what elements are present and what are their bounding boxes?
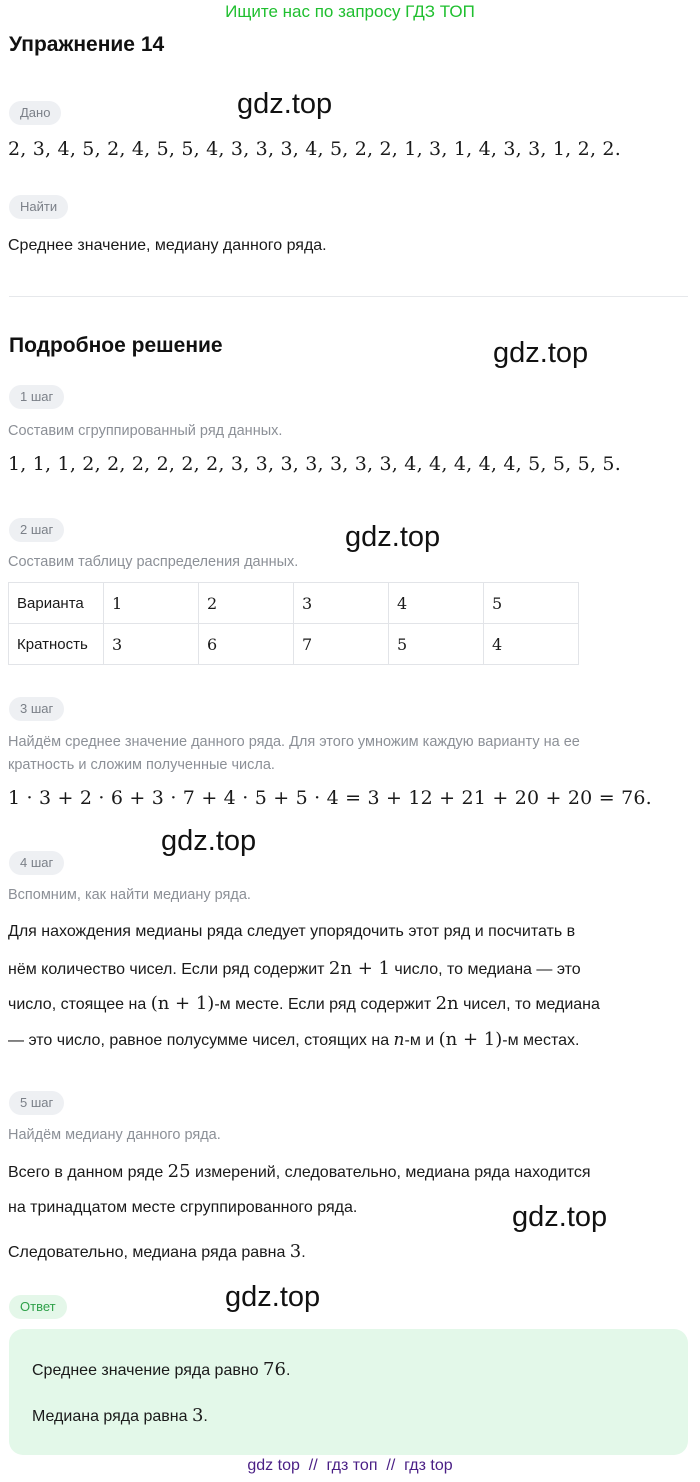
table-cell: 1 (104, 583, 199, 624)
median-rule-line-1: Для нахождения медианы ряда следует упорядочить этот ряд и посчитать в (8, 923, 576, 940)
answer-box (9, 1329, 688, 1455)
answer-badge: Ответ (9, 1295, 67, 1319)
step-2-note: Составим таблицу распределения данных. (8, 554, 299, 570)
median-rule-line-4: — это число, равное полусумме чисел, стоящих на n-м и (n + 1)-м местах. (8, 1029, 580, 1050)
step-3-note-line-1: Найдём среднее значение данного ряда. Для этого умножим каждую варианту на ее (8, 734, 580, 750)
table-cell: 7 (294, 624, 389, 665)
watermark: gdz.top (225, 1281, 321, 1313)
step-3-note-line-2: кратность и сложим полученные числа. (8, 757, 275, 773)
table-cell: 4 (484, 624, 579, 665)
table-cell: 3 (294, 583, 389, 624)
section-divider (9, 296, 688, 297)
given-badge: Дано (9, 101, 61, 125)
median-rule-line-3: число, стоящее на (n + 1)-м месте. Если ряд содержит 2n чисел, то медиана (8, 993, 600, 1014)
table-cell: 5 (389, 624, 484, 665)
watermark: gdz.top (161, 825, 257, 857)
step-5-line-3: Следовательно, медиана ряда равна 3. (8, 1241, 306, 1262)
table-cell: 2 (199, 583, 294, 624)
answer-line-2: Медиана ряда равна 3. (32, 1405, 208, 1426)
table-row (9, 624, 579, 665)
step-4-note: Вспомним, как найти медиану ряда. (8, 887, 251, 903)
table-cell: Кратность (9, 624, 104, 665)
table-cell: 6 (199, 624, 294, 665)
table-row (9, 583, 579, 624)
given-sequence: 2, 3, 4, 5, 2, 4, 5, 5, 4, 3, 3, 3, 4, 5, 2, 2, 1, 3, 1, 4, 3, 3, 1, 2, 2. (8, 138, 621, 160)
watermark: gdz.top (237, 88, 333, 120)
median-rule-line-2: нём количество чисел. Если ряд содержит 2n + 1 число, то медиана — это (8, 958, 581, 979)
step-5-badge: 5 шаг (9, 1091, 64, 1115)
solution-title: Подробное решение (9, 334, 223, 357)
table-cell: 4 (389, 583, 484, 624)
find-badge: Найти (9, 195, 68, 219)
step-1-badge: 1 шаг (9, 385, 64, 409)
step-5-line-1: Всего в данном ряде 25 измерений, следовательно, медиана ряда находится (8, 1161, 591, 1182)
step-4-badge: 4 шаг (9, 851, 64, 875)
mean-formula: 1 · 3 + 2 · 6 + 3 · 7 + 4 · 5 + 5 · 4 = 3 + 12 + 21 + 20 + 20 = 76. (8, 787, 652, 809)
watermark: gdz.top (512, 1201, 608, 1233)
step-5-line-2: на тринадцатом месте сгруппированного ряда. (8, 1199, 358, 1216)
exercise-title: Упражнение 14 (9, 33, 165, 56)
promo-banner: Ищите нас по запросу ГДЗ ТОП (225, 2, 475, 21)
table-cell: 3 (104, 624, 199, 665)
footer-links[interactable]: gdz top // гдз топ // гдз top (247, 1457, 453, 1474)
step-2-badge: 2 шаг (9, 518, 64, 542)
grouped-sequence: 1, 1, 1, 2, 2, 2, 2, 2, 2, 3, 3, 3, 3, 3, 3, 3, 4, 4, 4, 4, 4, 5, 5, 5, 5. (8, 453, 621, 475)
watermark: gdz.top (345, 521, 441, 553)
answer-line-1: Среднее значение ряда равно 76. (32, 1359, 291, 1380)
table-cell: 5 (484, 583, 579, 624)
distribution-table (8, 582, 579, 665)
find-text: Среднее значение, медиану данного ряда. (8, 237, 327, 254)
watermark: gdz.top (493, 337, 589, 369)
step-3-badge: 3 шаг (9, 697, 64, 721)
step-1-note: Составим сгруппированный ряд данных. (8, 423, 283, 439)
step-5-note: Найдём медиану данного ряда. (8, 1127, 221, 1143)
table-cell: Варианта (9, 583, 104, 624)
